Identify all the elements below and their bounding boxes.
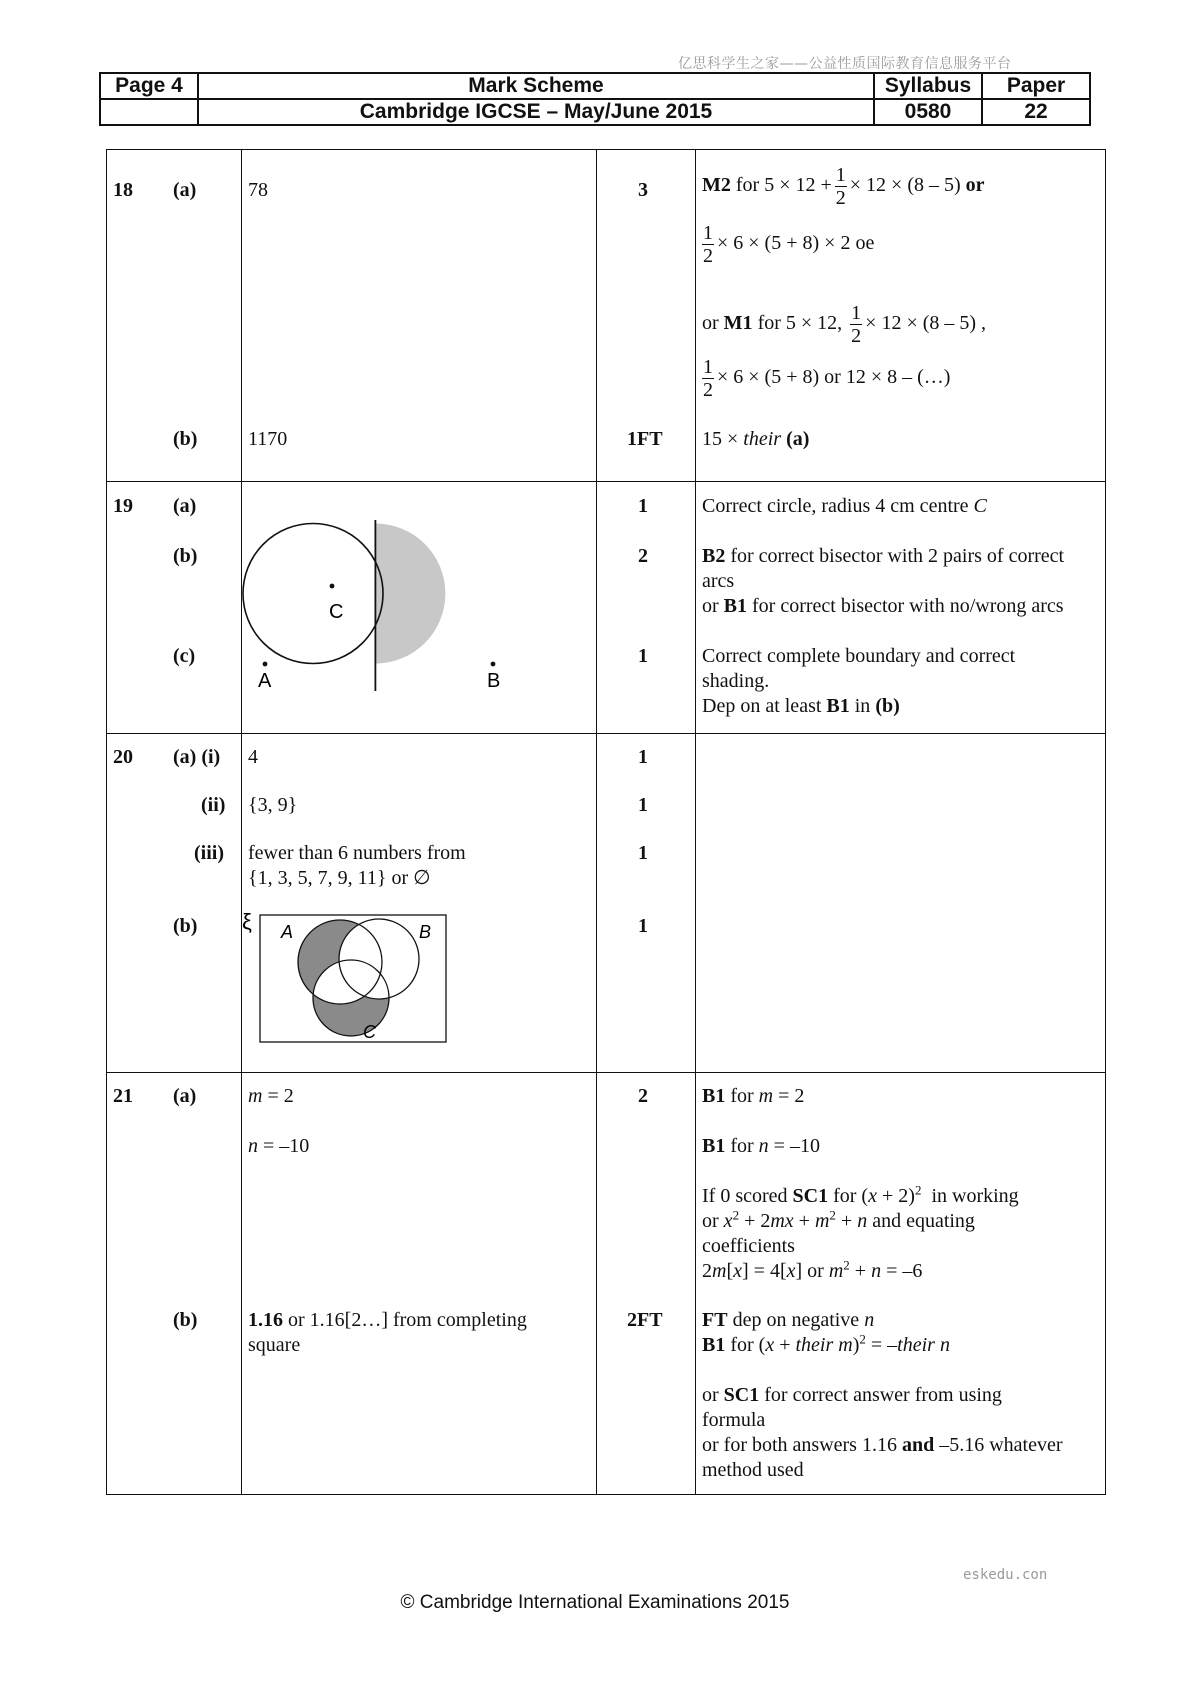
guidance-line: or $x^2 + 2mx + m^2 + n$ and equating (702, 1207, 975, 1232)
fraction: $\frac{1}{2}$ (835, 164, 846, 209)
part-label: (a) (173, 495, 197, 517)
answer: 4 (248, 746, 258, 768)
mark: 1 (638, 915, 648, 937)
guidance-line: Correct circle, radius 4 cm centre C (702, 495, 987, 517)
guidance-line: or M1 for 5 × 12, $\frac{1}{2}$ × 12 × (8 – 5) , (702, 302, 987, 347)
question-number: 18 (113, 179, 133, 201)
guidance-line: Dep on at least B1 in (b) (702, 695, 900, 717)
point-c (330, 584, 335, 589)
page-number: Page 4 (100, 73, 198, 99)
label-set-a: A (281, 922, 294, 942)
row-divider (107, 1072, 1105, 1073)
guidance-line: B1 for n = –10 (702, 1135, 820, 1157)
guidance-line: arcs (702, 570, 735, 592)
answer: {1, 3, 5, 7, 9, 11} or ∅ (248, 867, 431, 889)
guidance-line: B2 for correct bisector with 2 pairs of correct (702, 545, 1065, 567)
locus-diagram (243, 536, 593, 731)
mark: 2 (638, 545, 648, 567)
guidance-line: or SC1 for correct answer from using (702, 1384, 1002, 1406)
guidance-line: $\frac{1}{2}$ × 6 × (5 + 8) or 12 × 8 – (…) (703, 356, 951, 401)
part-label: (b) (173, 1309, 198, 1331)
point-a (263, 662, 268, 667)
label-set-b: B (419, 922, 432, 942)
question-number: 19 (113, 495, 133, 517)
column-divider (596, 150, 597, 1494)
paper-label: Paper (982, 73, 1090, 99)
part-label: (ii) (201, 794, 226, 816)
label-set-c: C (363, 1022, 376, 1042)
question-number: 20 (113, 746, 133, 768)
mark: 3 (638, 179, 648, 201)
watermark-top: 亿思科学生之家——公益性质国际教育信息服务平台 (678, 56, 1012, 72)
mark: 1 (638, 746, 648, 768)
guidance-line: or B1 for correct bisector with no/wrong arcs (702, 595, 1064, 617)
mark: 1 (638, 645, 648, 667)
guidance-line: 2m[x] = 4[x] or $m^2 + n = -6$ (702, 1257, 923, 1282)
point-b (491, 662, 496, 667)
guidance-line: 15 × their (a) (702, 428, 810, 450)
guidance-line: Correct complete boundary and correct (702, 645, 1016, 667)
mark: 1 (638, 842, 648, 864)
label-b: B (487, 670, 501, 692)
row-divider (107, 481, 1105, 482)
fraction: $\frac{1}{2}$ (703, 222, 713, 267)
guidance-line: If 0 scored SC1 for $(x + 2)^2$ in working (702, 1182, 1019, 1207)
guidance-line: formula (702, 1409, 766, 1431)
part-label: (b) (173, 428, 198, 450)
mark: 2FT (627, 1309, 663, 1331)
guidance-line: or for both answers 1.16 and –5.16 whatever (702, 1434, 1063, 1456)
answer: {3, 9} (248, 794, 298, 816)
guidance-line: $\frac{1}{2}$ × 6 × (5 + 8) × 2 oe (703, 222, 875, 267)
guidance-line: shading. (702, 670, 770, 692)
header-title: Mark Scheme (198, 73, 874, 99)
row-divider (107, 733, 1105, 734)
label-a: A (258, 670, 272, 692)
part-label: (iii) (194, 842, 224, 864)
part-label: (a) (173, 179, 197, 201)
part-label: (b) (173, 545, 198, 567)
mark: 2 (638, 1085, 648, 1107)
universal-set-symbol: ξ (242, 909, 252, 934)
answer: fewer than 6 numbers from (248, 842, 466, 864)
watermark-bottom: eskedu.con (963, 1567, 1048, 1583)
question-number: 21 (113, 1085, 133, 1107)
header-subtitle: Cambridge IGCSE – May/June 2015 (198, 99, 874, 125)
paper-value: 22 (982, 99, 1090, 125)
part-label: (a) (i) (173, 746, 221, 768)
answer: 1.16 or 1.16[2…] from completing (248, 1309, 527, 1331)
guidance-line: coefficients (702, 1235, 795, 1257)
mark-scheme-table (106, 149, 1106, 1495)
header-blank-cell (100, 99, 198, 125)
fraction: $\frac{1}{2}$ (703, 356, 713, 401)
guidance-line: M2 for 5 × 12 + $\frac{1}{2}$ × 12 × (8 – 5) or (702, 164, 985, 209)
fraction: $\frac{1}{2}$ (851, 302, 862, 347)
column-divider (241, 150, 242, 1494)
circle-centre-c (243, 524, 383, 664)
guidance-line: B1 for (x + their m)$^2$ = –their n (702, 1331, 950, 1356)
column-divider (695, 150, 696, 1494)
mark: 1FT (627, 428, 663, 450)
guidance-line: FT dep on negative n (702, 1309, 875, 1331)
answer: 78 (248, 179, 268, 201)
part-label: (c) (173, 645, 196, 667)
header-table (99, 72, 1091, 126)
shaded-region (375, 524, 445, 664)
syllabus-value: 0580 (874, 99, 982, 125)
label-c: C (329, 601, 344, 623)
syllabus-label: Syllabus (874, 73, 982, 99)
answer: 1170 (248, 428, 288, 450)
footer-copyright: © Cambridge International Examinations 2015 (400, 1592, 790, 1613)
answer: m = 2 (248, 1085, 294, 1107)
mark: 1 (638, 495, 648, 517)
guidance-line: B1 for m = 2 (702, 1085, 805, 1107)
part-label: (a) (173, 1085, 197, 1107)
answer: n = –10 (248, 1135, 310, 1157)
guidance-line: method used (702, 1459, 804, 1481)
part-label: (b) (173, 915, 198, 937)
mark: 1 (638, 794, 648, 816)
venn-diagram (243, 906, 593, 1066)
answer: square (248, 1334, 301, 1356)
